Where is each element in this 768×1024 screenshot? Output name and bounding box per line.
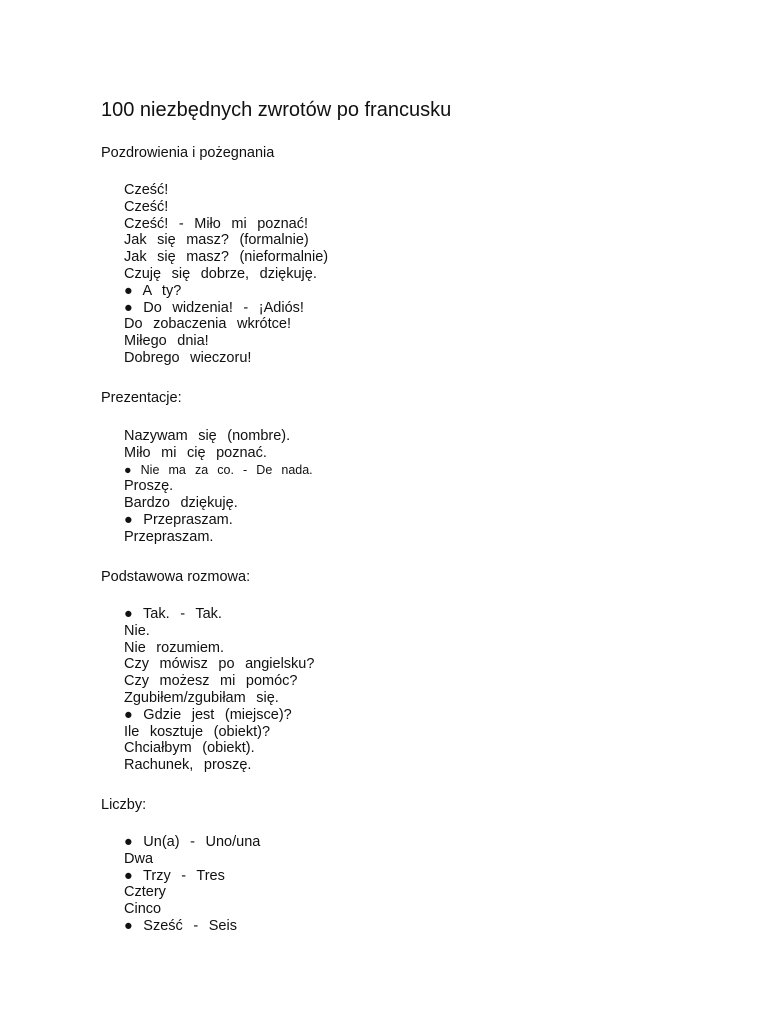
list-item: Cześć! bbox=[124, 198, 169, 215]
list-item: Czy mówisz po angielsku? bbox=[124, 656, 315, 673]
phrase-list-numbers bbox=[124, 834, 260, 935]
list-item: Bardzo dziękuję. bbox=[124, 495, 238, 512]
list-item: Miło mi cię poznać. bbox=[124, 444, 267, 461]
list-item: Przepraszam. bbox=[124, 528, 214, 545]
list-item: Proszę. bbox=[124, 478, 174, 495]
list-item: ● Tak. - Tak. bbox=[124, 606, 222, 622]
document-title: 100 niezbędnych zwrotów po francusku bbox=[101, 99, 452, 121]
section-heading-introductions: Prezentacje: bbox=[101, 390, 182, 406]
list-item: Cześć! - Miło mi poznać! bbox=[124, 215, 309, 232]
list-item: ● Nie ma za co. - De nada. bbox=[124, 462, 313, 477]
list-item: Jak się masz? (formalnie) bbox=[124, 232, 309, 249]
list-item: Miłego dnia! bbox=[124, 333, 209, 350]
section-heading-greetings: Pozdrowienia i pożegnania bbox=[101, 145, 275, 161]
list-item: Cztery bbox=[124, 884, 166, 901]
list-item: ● Trzy - Tres bbox=[124, 867, 225, 884]
list-item: ● Sześć - Seis bbox=[124, 917, 237, 934]
section-heading-numbers: Liczby: bbox=[101, 797, 147, 813]
list-item: Cinco bbox=[124, 901, 162, 918]
list-item: Jak się masz? (nieformalnie) bbox=[124, 249, 329, 266]
section-heading-basic-conversation: Podstawowa rozmowa: bbox=[101, 569, 251, 585]
list-item: ● Do widzenia! - ¡Adiós! bbox=[124, 299, 304, 316]
list-item: Dobrego wieczoru! bbox=[124, 349, 252, 366]
list-item: Nie rozumiem. bbox=[124, 639, 224, 656]
list-item: Czy możesz mi pomóc? bbox=[124, 673, 298, 690]
list-item: ● Un(a) - Uno/una bbox=[124, 834, 261, 850]
list-item: Rachunek, proszę. bbox=[124, 757, 252, 774]
list-item: Nazywam się (nombre). bbox=[124, 428, 291, 444]
list-item: Zgubiłem/zgubiłam się. bbox=[124, 689, 279, 706]
phrase-list-greetings bbox=[124, 182, 328, 367]
list-item: ● A ty? bbox=[124, 282, 182, 299]
list-item: Chciałbym (obiekt). bbox=[124, 740, 255, 757]
phrase-list-basic-conversation bbox=[124, 606, 314, 774]
list-item: ● Przepraszam. bbox=[124, 511, 233, 528]
phrase-list-introductions bbox=[124, 428, 313, 546]
list-item: Dwa bbox=[124, 850, 154, 867]
list-item: Czuję się dobrze, dziękuję. bbox=[124, 265, 317, 282]
list-item: Ile kosztuje (obiekt)? bbox=[124, 723, 271, 740]
list-item: Nie. bbox=[124, 622, 150, 639]
list-item: Cześć! bbox=[124, 182, 169, 198]
list-item: ● Gdzie jest (miejsce)? bbox=[124, 706, 292, 723]
list-item: Do zobaczenia wkrótce! bbox=[124, 316, 291, 333]
